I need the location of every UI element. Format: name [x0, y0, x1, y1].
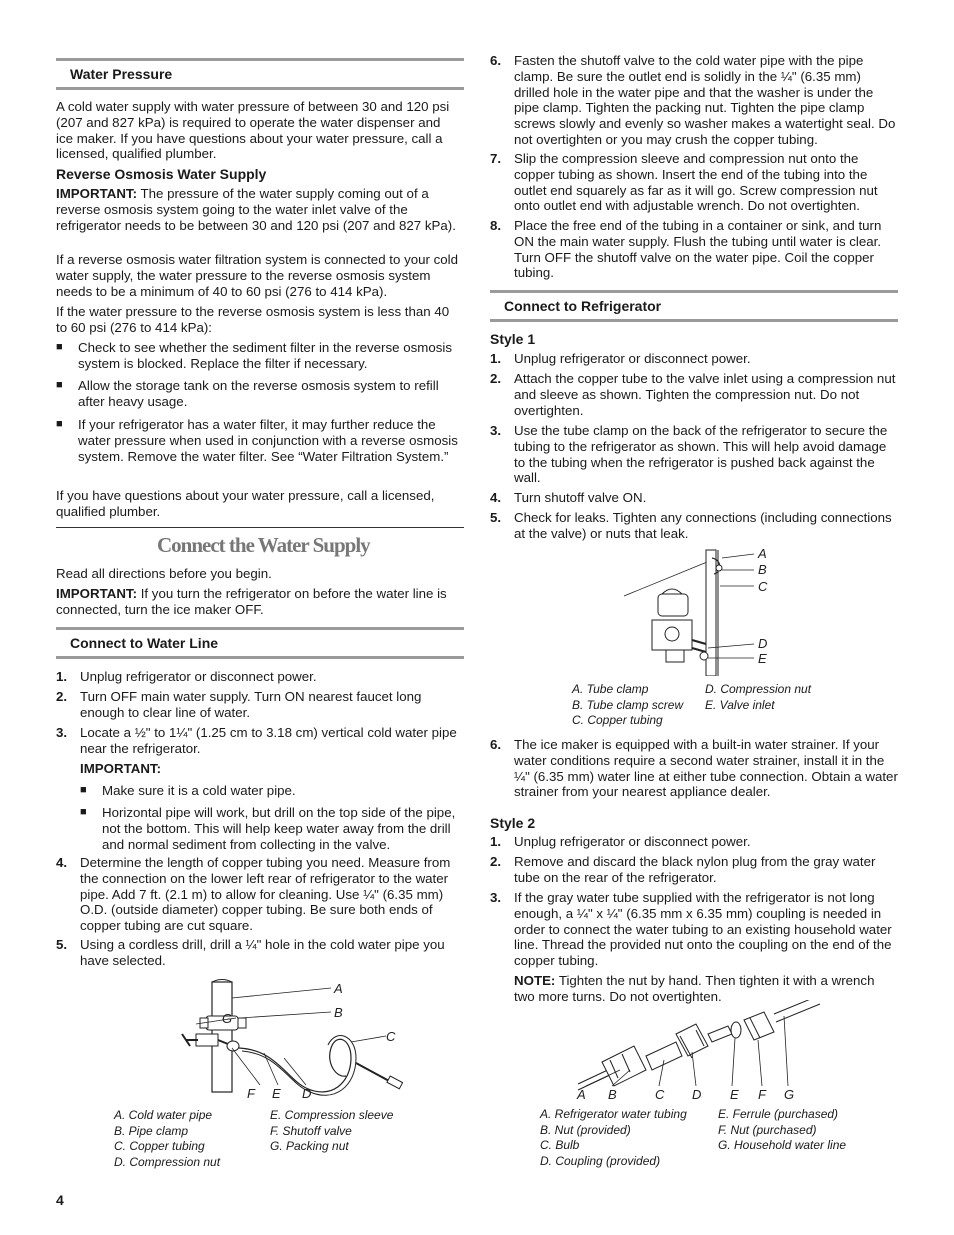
step3-bullet: ■ Horizontal pipe will work, but drill on the top side of the pipe, not the bottom. This will help keep water away from the drill and normal sediment from collecting in the valve.: [80, 805, 456, 852]
water-line-heading-bar: [56, 627, 464, 659]
ro-important-paragraph: [56, 186, 460, 233]
fig2-caption-left: A. Tube clamp B. Tube clamp screw C. Copper tubing: [572, 682, 684, 728]
step-item: 5. Using a cordless drill, drill a ¼" hole in the cold water pipe you have selected.: [56, 937, 445, 968]
fig2-letter: E: [758, 651, 767, 666]
fig3-letter: B: [608, 1087, 617, 1102]
valve-inlet-illustration: [622, 544, 772, 676]
fig1-letter: F: [247, 1086, 255, 1101]
ro-heading: Reverse Osmosis Water Supply: [56, 166, 267, 182]
fig1-letter: B: [334, 1005, 343, 1020]
style1-heading: Style 1: [490, 331, 536, 347]
fridge-heading-bar: [490, 290, 898, 322]
ro-paragraph-2: If a reverse osmosis water filtration system is connected to your cold water supply, the water pressure to the reverse osmosis system needs to be a minimum of 40 to 60 psi (276 to 414 kPa).: [56, 252, 459, 299]
coupling-illustration: [572, 1000, 822, 1104]
step-item: 1. Unplug refrigerator or disconnect power.: [490, 834, 751, 849]
fig2-letter: D: [758, 636, 768, 651]
fig3-caption-left: A. Refrigerator water tubing B. Nut (provided) C. Bulb D. Coupling (provided): [540, 1107, 687, 1168]
step-item: 6. Fasten the shutoff valve to the cold water pipe with the pipe clamp. Be sure the outlet end is solidly in the ¼" (6.35 mm) drilled hole in the water pipe and that the washer is under the pipe clamp. Tighten the packing nut. Tighten the pipe clamp screws slowly and evenly so washer makes a watertight seal. Do not overtighten or you may crush the copper tubing.: [490, 53, 896, 147]
step-item: 2. Turn OFF main water supply. Turn ON nearest faucet long enough to clear line of water.: [56, 689, 422, 720]
water-pressure-heading: Water Pressure: [70, 66, 173, 82]
fig2-letter: C: [758, 579, 768, 594]
fig1-letter: E: [272, 1086, 281, 1101]
bullet-square-icon: ■: [56, 341, 63, 353]
fig1-letter: A: [334, 981, 343, 996]
step-item: 4. Turn shutoff valve ON.: [490, 490, 647, 505]
step-item: 1. Unplug refrigerator or disconnect power.: [56, 669, 317, 684]
ro-important-label: IMPORTANT:: [56, 186, 138, 201]
note-paragraph: NOTE: Tighten the nut by hand. Then tighten it with a wrench two more turns. Do not overtighten.: [514, 973, 875, 1004]
fig1-letter: G: [222, 1011, 233, 1026]
bullet-square-icon: ■: [56, 418, 63, 430]
water-pressure-paragraph: A cold water supply with water pressure of between 30 and 120 psi (207 and 827 kPa) is required to operate the water dispenser and ice maker. If you have questions about your water pressure, call a licensed, qualified plumber.: [56, 99, 450, 162]
step-item: 5. Check for leaks. Tighten any connections (including connections at the valve) or nuts that leak.: [490, 510, 892, 541]
fig3-caption-right: E. Ferrule (purchased) F. Nut (purchased) G. Household water line: [718, 1107, 847, 1153]
bullet-square-icon: ■: [56, 379, 63, 391]
fig2-caption-right: D. Compression nut E. Valve inlet: [705, 682, 812, 712]
step-item: 8. Place the free end of the tubing in a container or sink, and turn ON the main water supply. Flush the tubing until water is clear. Turn OFF the shutoff valve on the water pipe. Coil the copper tubing.: [490, 218, 882, 281]
step-item: 2. Attach the copper tube to the valve inlet using a compression nut and sleeve as shown. Tighten the compression nut. Do not overtighten.: [490, 371, 896, 418]
connect-important-paragraph: IMPORTANT: If you turn the refrigerator on before the water line is connected, turn the ice maker OFF.: [56, 586, 447, 617]
step3-important-label: IMPORTANT:: [80, 761, 162, 776]
fig3-letter: A: [577, 1087, 586, 1102]
step-item: 4. Determine the length of copper tubing you need. Measure from the connection on the lower left rear of refrigerator to the water pipe. Add 7 ft. (2.1 m) to allow for cleaning. Use ¼" (6.35 mm) O.D. (outside diameter) copper tubing. Be sure both ends of copper tubing are cut square.: [56, 855, 451, 934]
ro-paragraph-4: If you have questions about your water pressure, call a licensed, qualified plumber.: [56, 488, 435, 519]
fig2-letter: A: [758, 546, 767, 561]
step3-bullet: ■ Make sure it is a cold water pipe.: [80, 783, 296, 798]
fig3-letter: C: [655, 1087, 665, 1102]
fig1-letter: C: [386, 1029, 396, 1044]
shutoff-valve-illustration: [156, 978, 416, 1106]
ro-important-text: The pressure of the water supply coming out of a reverse osmosis system going to the water inlet valve of the refrigerator needs to be between 30 and 120 psi (207 and 827 kPa).: [56, 186, 456, 233]
step-item: 6. The ice maker is equipped with a built-in water strainer. If your water conditions require a second water strainer, install it in the ¼" (6.35 mm) water line at either tube connection. Obtain a water strainer from your nearest appliance dealer.: [490, 737, 898, 800]
ro-bullet: ■ Check to see whether the sediment filter in the reverse osmosis system is blocked. Replace the filter if necessary.: [56, 340, 452, 371]
step-item: 3. Locate a ½" to 1¼" (1.25 cm to 3.18 cm) vertical cold water pipe near the refrigerator.: [56, 725, 457, 756]
fig3-letter: G: [784, 1087, 795, 1102]
style2-heading: Style 2: [490, 815, 536, 831]
section-divider: [56, 527, 464, 528]
water-pressure-heading-bar: [56, 58, 464, 90]
fig3-letter: E: [730, 1087, 739, 1102]
ro-paragraph-3: If the water pressure to the reverse osmosis system is less than 40 to 60 psi (276 to 414 kPa):: [56, 304, 450, 335]
fig1-caption-left: A. Cold water pipe B. Pipe clamp C. Copper tubing D. Compression nut: [114, 1108, 221, 1169]
fridge-heading: Connect to Refrigerator: [504, 298, 662, 314]
fig1-caption-right: E. Compression sleeve F. Shutoff valve G. Packing nut: [270, 1108, 394, 1154]
page-number: 4: [56, 1192, 64, 1208]
step-item: 2. Remove and discard the black nylon plug from the gray water tube on the rear of the refrigerator.: [490, 854, 876, 885]
read-directions: Read all directions before you begin.: [56, 566, 272, 581]
step-item: 1. Unplug refrigerator or disconnect power.: [490, 351, 751, 366]
fig3-letter: F: [758, 1087, 766, 1102]
fig2-letter: B: [758, 562, 767, 577]
bullet-square-icon: ■: [80, 806, 87, 818]
ro-bullet: ■ Allow the storage tank on the reverse osmosis system to refill after heavy usage.: [56, 378, 439, 409]
bullet-square-icon: ■: [80, 784, 87, 796]
connect-water-supply-title: Connect the Water Supply: [157, 533, 370, 557]
step-item: 3. Use the tube clamp on the back of the refrigerator to secure the tubing to the refrigerator as shown. This will help avoid damage to the tubing when the refrigerator is pushed back against the wall.: [490, 423, 888, 486]
step-item: 7. Slip the compression sleeve and compression nut onto the copper tubing as shown. Insert the end of the tubing into the outlet end squarely as far as it will go. Screw compression nut onto outlet end with adjustable wrench. Do not overtighten.: [490, 151, 878, 214]
water-line-heading: Connect to Water Line: [70, 635, 219, 651]
fig1-letter: D: [302, 1086, 312, 1101]
step-item: 3. If the gray water tube supplied with the refrigerator is not long enough, a ¼" x ¼" (6.35 mm x 6.35 mm) coupling is needed in order to connect the water tubing to an existing household water line. Thread the provided nut onto the coupling on the end of the copper tubing.: [490, 890, 892, 969]
ro-bullet: ■ If your refrigerator has a water filter, it may further reduce the water pressure when used in conjunction with a reverse osmosis system. Remove the water filter. See “Water Filtration System.”: [56, 417, 458, 464]
fig3-letter: D: [692, 1087, 702, 1102]
